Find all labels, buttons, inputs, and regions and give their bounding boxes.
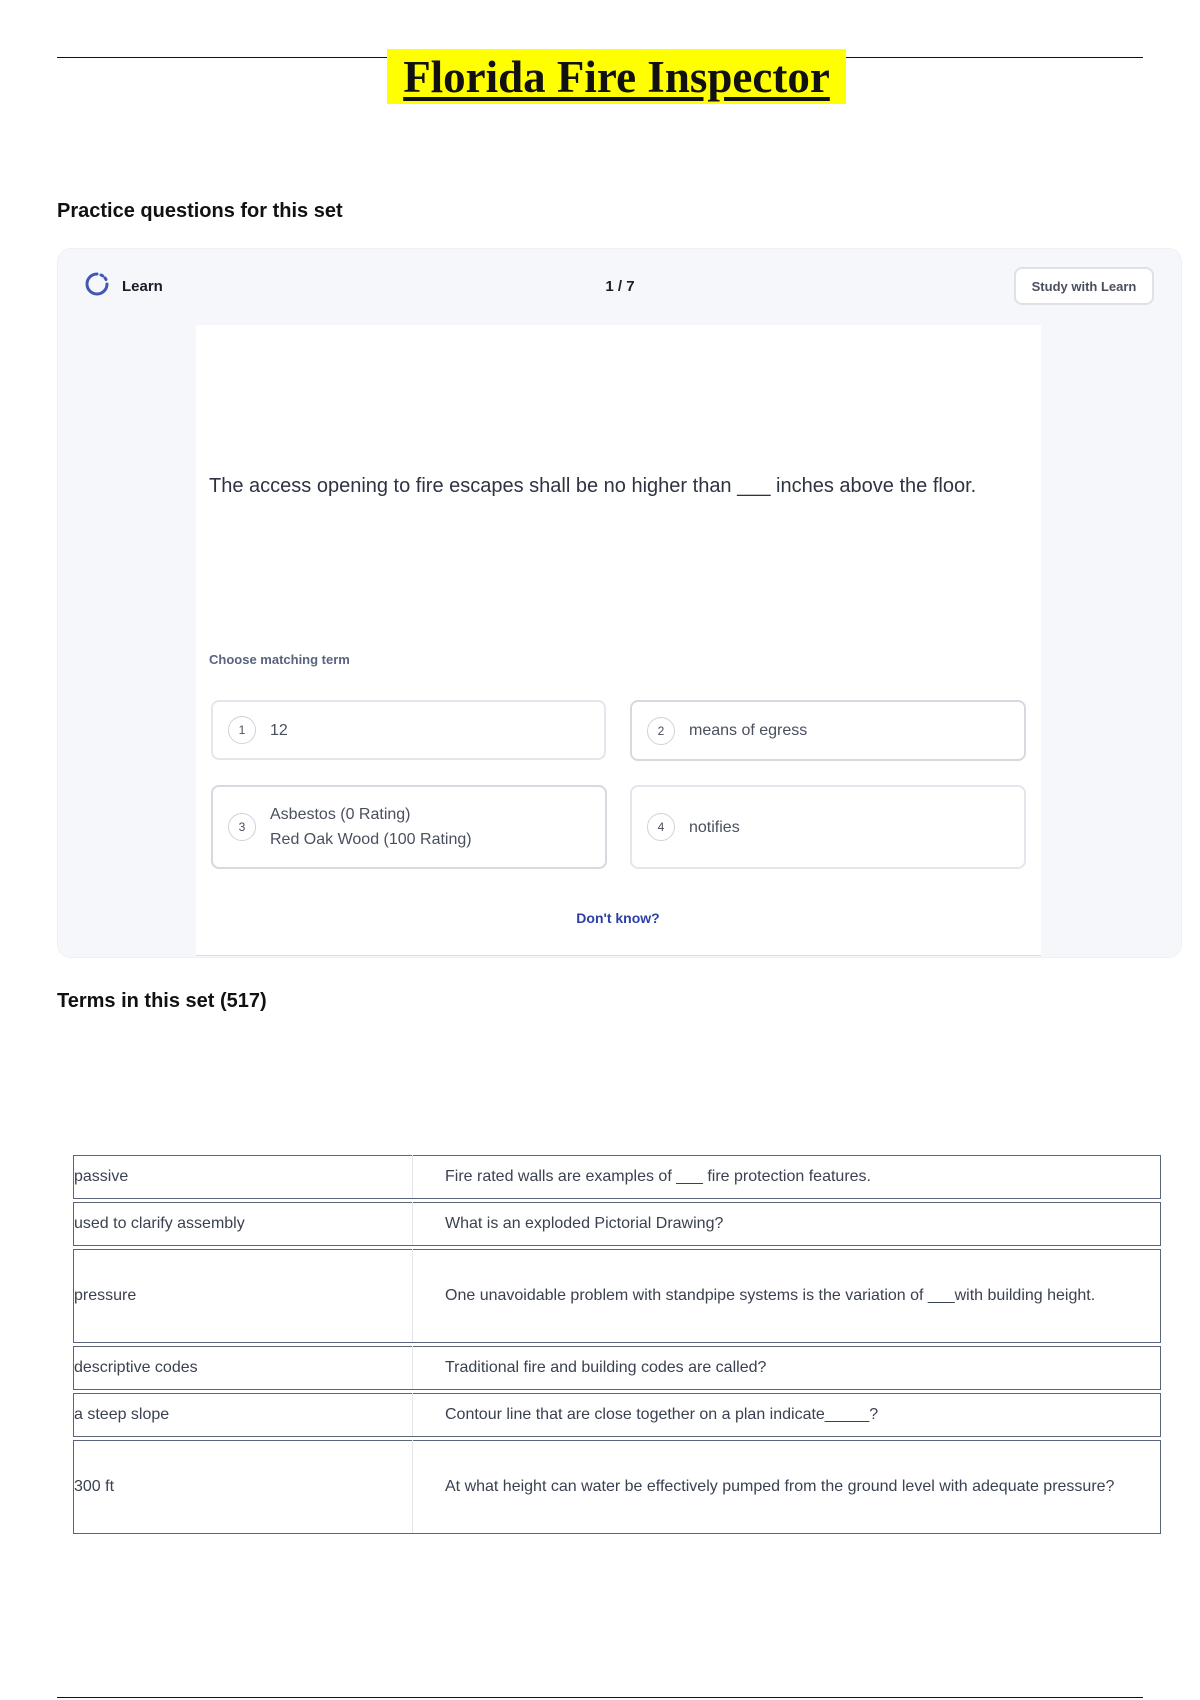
term-cell: passive — [74, 1156, 413, 1199]
table-row — [74, 1156, 1161, 1199]
dont-know-link[interactable]: Don't know? — [576, 910, 660, 926]
bottom-rule — [57, 1697, 1143, 1698]
option-number-badge: 1 — [228, 716, 256, 744]
learn-icon — [84, 271, 110, 297]
table-row — [74, 1441, 1161, 1534]
answer-option-1[interactable] — [211, 700, 606, 760]
definition-cell: Fire rated walls are examples of ___ fire protection features. — [413, 1156, 1161, 1199]
option-text: means of egress — [689, 722, 808, 739]
choose-matching-term-label: Choose matching term — [209, 652, 350, 667]
option-text — [270, 802, 472, 852]
option-number-badge: 4 — [647, 813, 675, 841]
table-row — [74, 1394, 1161, 1437]
practice-heading: Practice questions for this set — [57, 200, 343, 222]
definition-cell: Contour line that are close together on a plan indicate_____? — [413, 1394, 1161, 1437]
terms-heading: Terms in this set (517) — [57, 990, 267, 1012]
table-row — [74, 1250, 1161, 1343]
study-with-learn-button[interactable]: Study with Learn — [1014, 267, 1154, 305]
table-row — [74, 1203, 1161, 1246]
definition-cell: One unavoidable problem with standpipe systems is the variation of ___with building height. — [413, 1250, 1161, 1343]
definition-cell: What is an exploded Pictorial Drawing? — [413, 1203, 1161, 1246]
definition-cell: Traditional fire and building codes are called? — [413, 1347, 1161, 1390]
option-text-line-2: Red Oak Wood (100 Rating) — [270, 831, 472, 848]
answer-option-4[interactable] — [630, 785, 1026, 869]
terms-table — [73, 1155, 1161, 1534]
option-number-badge: 2 — [647, 717, 675, 745]
question-text: The access opening to fire escapes shall be no higher than ___ inches above the floor. — [209, 475, 977, 497]
definition-cell: At what height can water be effectively pumped from the ground level with adequate pressure? — [413, 1441, 1161, 1534]
term-cell: descriptive codes — [74, 1347, 413, 1390]
term-cell: a steep slope — [74, 1394, 413, 1437]
term-cell: used to clarify assembly — [74, 1203, 413, 1246]
table-row — [74, 1347, 1161, 1390]
question-progress: 1 / 7 — [605, 278, 635, 295]
option-text: notifies — [689, 818, 740, 836]
term-cell: pressure — [74, 1250, 413, 1343]
term-cell: 300 ft — [74, 1441, 413, 1534]
option-number-badge: 3 — [228, 813, 256, 841]
answer-option-3[interactable] — [211, 785, 607, 869]
answer-option-2[interactable] — [630, 700, 1026, 761]
option-text-line-1: Asbestos (0 Rating) — [270, 806, 411, 823]
document-title: Florida Fire Inspector — [387, 49, 846, 104]
learn-label: Learn — [122, 278, 163, 295]
option-text: 12 — [270, 721, 288, 739]
